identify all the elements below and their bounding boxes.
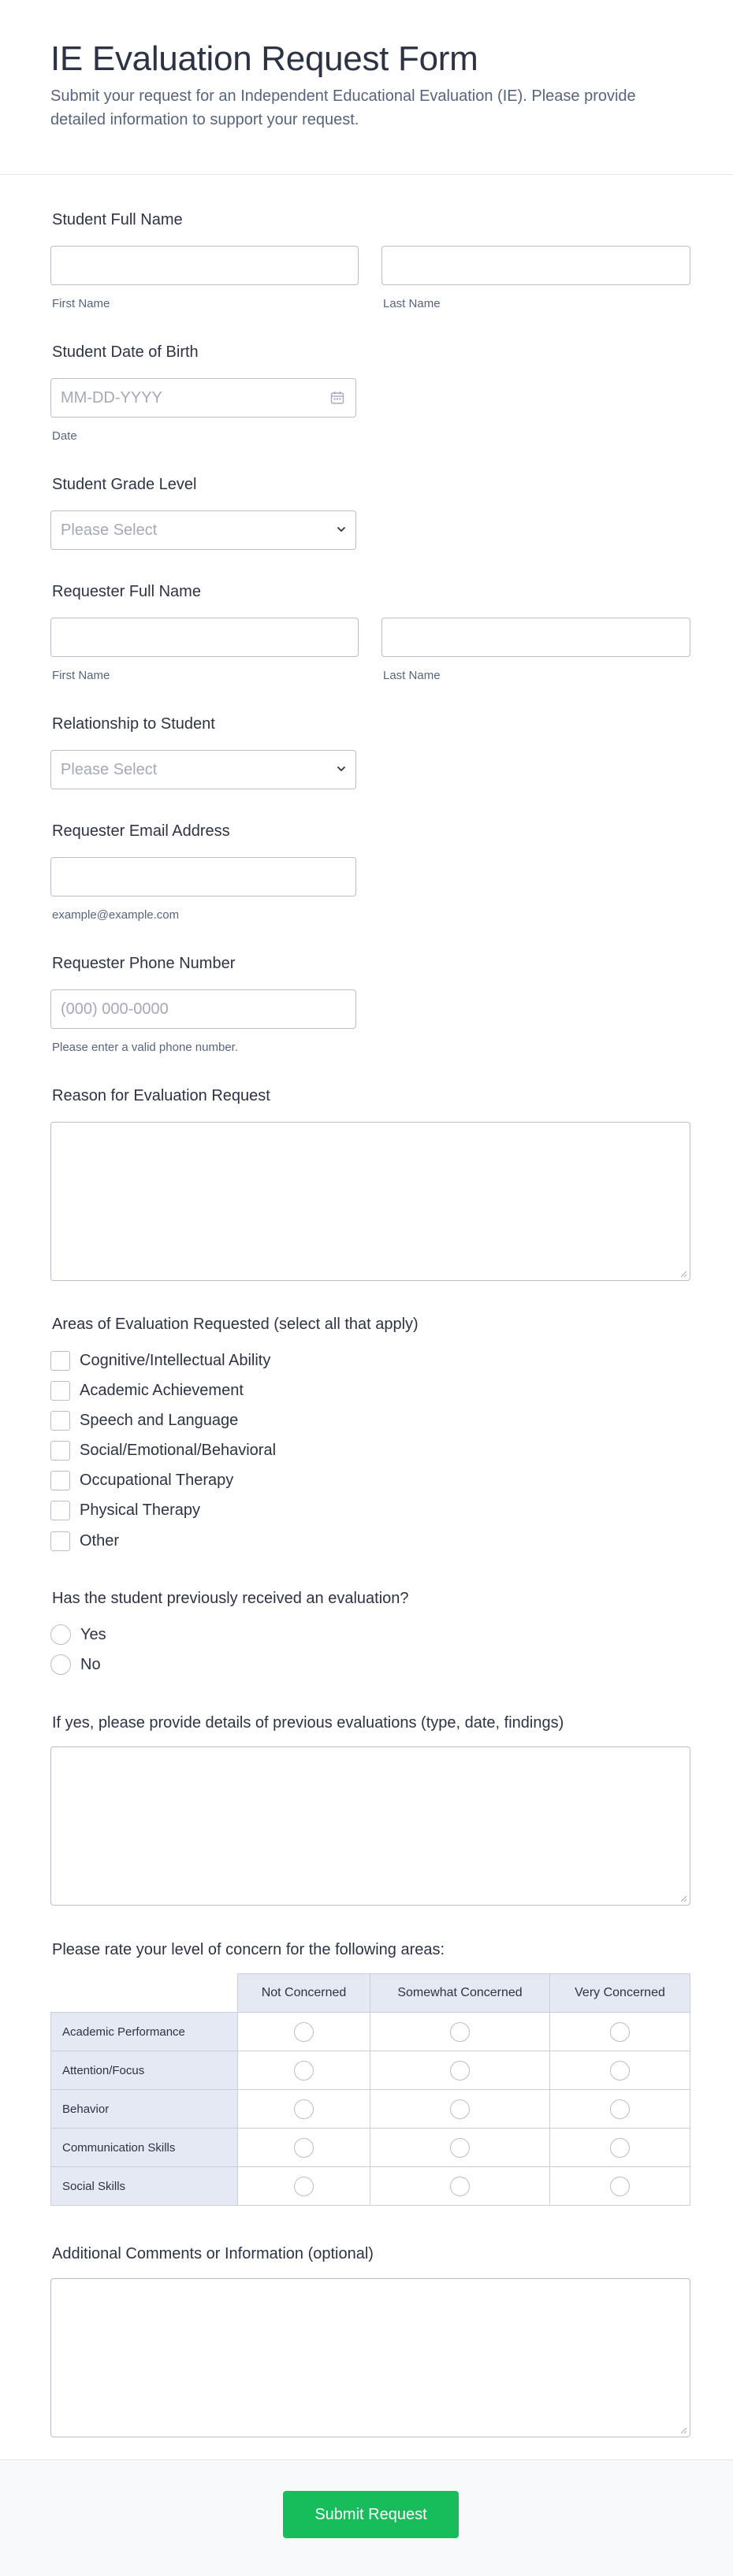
matrix-corner	[51, 1974, 238, 2013]
matrix-row-label: Behavior	[51, 2090, 238, 2129]
resize-grip-icon[interactable]	[680, 2427, 687, 2434]
matrix-radio[interactable]	[610, 2061, 630, 2080]
radio[interactable]	[50, 1654, 71, 1675]
previous-eval-option-no[interactable]: No	[50, 1654, 101, 1675]
relationship-select[interactable]	[50, 750, 356, 789]
matrix-column-header: Very Concerned	[550, 1974, 690, 2013]
student-first-name-sublabel: First Name	[52, 297, 110, 310]
relationship-label: Relationship to Student	[52, 715, 215, 733]
reason-textarea[interactable]	[50, 1122, 690, 1281]
requester-last-name-sublabel: Last Name	[383, 669, 441, 682]
previous-details-textarea[interactable]	[50, 1746, 690, 1906]
matrix-radio[interactable]	[610, 2138, 630, 2158]
area-option[interactable]: Social/Emotional/Behavioral	[50, 1440, 276, 1461]
checkbox[interactable]	[50, 1381, 70, 1401]
chevron-down-icon	[337, 764, 346, 774]
matrix-row	[51, 2090, 690, 2129]
checkbox[interactable]	[50, 1531, 70, 1551]
requester-name-label: Requester Full Name	[52, 583, 201, 600]
form-footer	[0, 2459, 733, 2576]
student-dob-sublabel: Date	[52, 429, 77, 443]
previous-eval-option-yes[interactable]: Yes	[50, 1624, 106, 1645]
concern-matrix	[50, 1973, 690, 2206]
matrix-radio[interactable]	[450, 2138, 470, 2158]
requester-first-name-input[interactable]	[50, 618, 359, 657]
grade-level-select[interactable]	[50, 510, 356, 550]
student-last-name-sublabel: Last Name	[383, 297, 441, 310]
student-dob-input[interactable]	[50, 378, 356, 418]
student-first-name-input[interactable]	[50, 246, 359, 285]
resize-grip-icon[interactable]	[680, 1895, 687, 1902]
phone-sublabel: Please enter a valid phone number.	[52, 1041, 238, 1054]
previous-details-label: If yes, please provide details of previous evaluations (type, date, findings)	[52, 1714, 564, 1732]
matrix-row	[51, 2129, 690, 2167]
resize-grip-icon[interactable]	[680, 1271, 687, 1278]
matrix-row-label: Attention/Focus	[51, 2051, 238, 2090]
matrix-row	[51, 2051, 690, 2090]
form-header	[0, 0, 733, 175]
chevron-down-icon	[337, 525, 346, 534]
matrix-radio[interactable]	[294, 2138, 314, 2158]
student-dob-label: Student Date of Birth	[52, 343, 199, 361]
matrix-radio[interactable]	[610, 2022, 630, 2042]
comments-label: Additional Comments or Information (optional)	[52, 2245, 374, 2262]
email-sublabel: example@example.com	[52, 908, 180, 922]
student-last-name-input[interactable]	[381, 246, 690, 285]
email-input[interactable]	[50, 857, 356, 896]
phone-label: Requester Phone Number	[52, 955, 236, 972]
checkbox[interactable]	[50, 1441, 70, 1461]
area-option[interactable]: Physical Therapy	[50, 1500, 200, 1520]
radio[interactable]	[50, 1624, 71, 1645]
matrix-row-label: Academic Performance	[51, 2013, 238, 2051]
relationship-placeholder: Please Select	[61, 761, 158, 778]
matrix-row	[51, 2013, 690, 2051]
requester-first-name-sublabel: First Name	[52, 669, 110, 682]
matrix-column-header: Somewhat Concerned	[370, 1974, 550, 2013]
student-dob-placeholder: MM-DD-YYYY	[61, 389, 162, 406]
areas-label: Areas of Evaluation Requested (select all that apply)	[52, 1316, 419, 1333]
area-option[interactable]: Other	[50, 1531, 119, 1551]
checkbox[interactable]	[50, 1471, 70, 1490]
previous-eval-label: Has the student previously received an evaluation?	[52, 1590, 409, 1607]
matrix-radio[interactable]	[450, 2061, 470, 2080]
matrix-radio[interactable]	[450, 2099, 470, 2119]
comments-textarea[interactable]	[50, 2278, 690, 2437]
matrix-row	[51, 2167, 690, 2206]
area-option[interactable]: Academic Achievement	[50, 1380, 244, 1401]
checkbox[interactable]	[50, 1501, 70, 1520]
concern-label: Please rate your level of concern for the following areas:	[52, 1941, 445, 1958]
requester-last-name-input[interactable]	[381, 618, 690, 657]
matrix-radio[interactable]	[294, 2177, 314, 2196]
grade-level-label: Student Grade Level	[52, 476, 197, 493]
reason-label: Reason for Evaluation Request	[52, 1087, 270, 1104]
matrix-radio[interactable]	[450, 2177, 470, 2196]
page-subtitle: Submit your request for an Independent Educational Evaluation (IE). Please provide detailed information to support your request.	[50, 87, 636, 128]
matrix-radio[interactable]	[610, 2099, 630, 2119]
submit-button[interactable]: Submit Request	[283, 2491, 459, 2538]
student-name-label: Student Full Name	[52, 211, 183, 228]
grade-level-placeholder: Please Select	[61, 522, 158, 539]
phone-input[interactable]	[50, 989, 356, 1029]
area-option[interactable]: Cognitive/Intellectual Ability	[50, 1350, 270, 1371]
area-option[interactable]: Occupational Therapy	[50, 1470, 233, 1490]
page-title: IE Evaluation Request Form	[50, 39, 478, 78]
matrix-radio[interactable]	[294, 2099, 314, 2119]
phone-placeholder: (000) 000-0000	[61, 1000, 169, 1018]
matrix-column-header: Not Concerned	[238, 1974, 370, 2013]
matrix-radio[interactable]	[450, 2022, 470, 2042]
matrix-row-label: Social Skills	[51, 2167, 238, 2206]
calendar-icon[interactable]	[330, 391, 344, 405]
area-option[interactable]: Speech and Language	[50, 1410, 238, 1431]
matrix-radio[interactable]	[294, 2022, 314, 2042]
email-label: Requester Email Address	[52, 822, 230, 840]
matrix-radio[interactable]	[294, 2061, 314, 2080]
checkbox[interactable]	[50, 1351, 70, 1371]
matrix-radio[interactable]	[610, 2177, 630, 2196]
matrix-row-label: Communication Skills	[51, 2129, 238, 2167]
checkbox[interactable]	[50, 1411, 70, 1431]
